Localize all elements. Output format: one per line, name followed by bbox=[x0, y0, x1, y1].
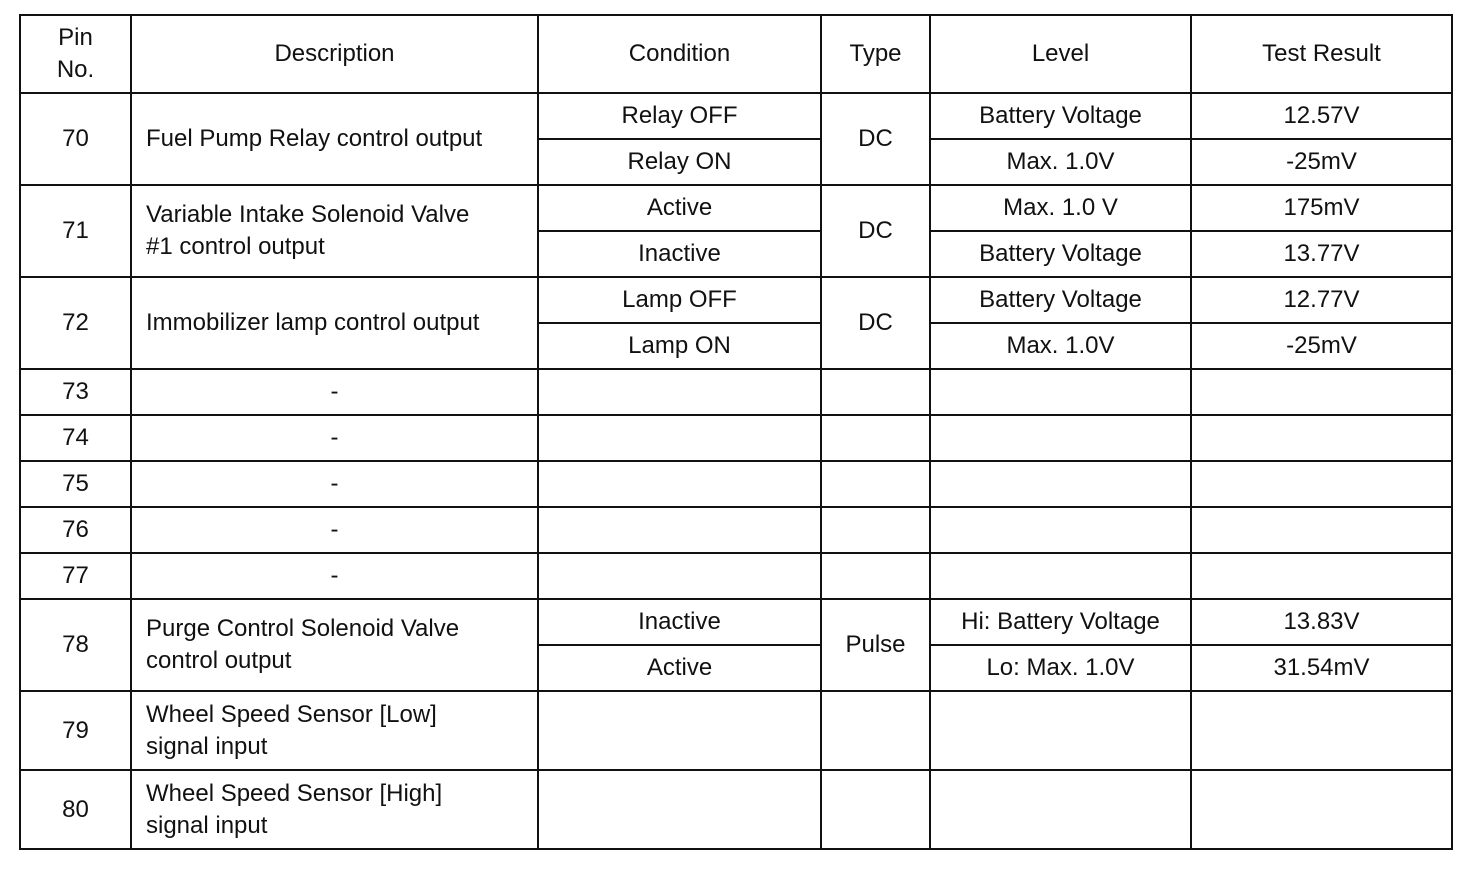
header-test-result: Test Result bbox=[1191, 15, 1452, 93]
header-pin-line2: No. bbox=[56, 56, 95, 83]
description-cell: - bbox=[131, 461, 538, 507]
description-cell bbox=[131, 185, 538, 277]
header-condition: Condition bbox=[538, 15, 821, 93]
result-cell: -25mV bbox=[1191, 323, 1452, 369]
header-level: Level bbox=[930, 15, 1191, 93]
table-row bbox=[20, 507, 1452, 553]
description-cell: Immobilizer lamp control output bbox=[131, 277, 538, 369]
type-cell bbox=[821, 507, 930, 553]
pin-cell: 74 bbox=[20, 415, 131, 461]
description-cell: - bbox=[131, 369, 538, 415]
level-cell: Hi: Battery Voltage bbox=[930, 599, 1191, 645]
condition-cell: Relay OFF bbox=[538, 93, 821, 139]
type-cell bbox=[821, 461, 930, 507]
header-type: Type bbox=[821, 15, 930, 93]
pin-cell: 76 bbox=[20, 507, 131, 553]
table-row bbox=[20, 770, 1452, 849]
condition-cell bbox=[538, 461, 821, 507]
level-cell bbox=[930, 770, 1191, 849]
pin-cell: 70 bbox=[20, 93, 131, 185]
level-cell: Battery Voltage bbox=[930, 231, 1191, 277]
type-cell bbox=[821, 369, 930, 415]
header-pin-no bbox=[20, 15, 131, 93]
condition-cell bbox=[538, 770, 821, 849]
type-cell bbox=[821, 770, 930, 849]
table-row bbox=[20, 93, 1452, 139]
table-row bbox=[20, 185, 1452, 231]
result-cell: 13.83V bbox=[1191, 599, 1452, 645]
level-cell: Max. 1.0 V bbox=[930, 185, 1191, 231]
result-cell bbox=[1191, 369, 1452, 415]
description-line: Purge Control Solenoid Valve bbox=[146, 615, 460, 642]
description-cell: - bbox=[131, 507, 538, 553]
level-cell bbox=[930, 691, 1191, 770]
description-cell: - bbox=[131, 553, 538, 599]
description-line: #1 control output bbox=[146, 233, 325, 260]
pin-cell: 71 bbox=[20, 185, 131, 277]
pin-cell: 80 bbox=[20, 770, 131, 849]
table-row bbox=[20, 461, 1452, 507]
condition-cell bbox=[538, 691, 821, 770]
table-row bbox=[20, 599, 1452, 645]
description-line: Wheel Speed Sensor [Low] bbox=[146, 700, 437, 728]
pin-cell: 73 bbox=[20, 369, 131, 415]
level-cell bbox=[930, 369, 1191, 415]
level-cell bbox=[930, 507, 1191, 553]
result-cell: 12.77V bbox=[1191, 277, 1452, 323]
level-cell bbox=[930, 553, 1191, 599]
description-line: signal input bbox=[146, 811, 268, 839]
pin-cell: 79 bbox=[20, 691, 131, 770]
type-cell: DC bbox=[821, 185, 930, 277]
description-line: control output bbox=[146, 647, 292, 674]
condition-cell: Relay ON bbox=[538, 139, 821, 185]
condition-cell: Inactive bbox=[538, 599, 821, 645]
table-row bbox=[20, 691, 1452, 770]
pin-table bbox=[19, 14, 1453, 850]
condition-cell: Lamp ON bbox=[538, 323, 821, 369]
type-cell bbox=[821, 415, 930, 461]
table-row bbox=[20, 369, 1452, 415]
type-cell: Pulse bbox=[821, 599, 930, 691]
level-cell: Battery Voltage bbox=[930, 93, 1191, 139]
table-row bbox=[20, 277, 1452, 323]
description-line: Wheel Speed Sensor [High] bbox=[146, 779, 443, 807]
pin-cell: 78 bbox=[20, 599, 131, 691]
result-cell: -25mV bbox=[1191, 139, 1452, 185]
type-cell: DC bbox=[821, 277, 930, 369]
condition-cell: Inactive bbox=[538, 231, 821, 277]
result-cell: 175mV bbox=[1191, 185, 1452, 231]
result-cell: 12.57V bbox=[1191, 93, 1452, 139]
result-cell bbox=[1191, 770, 1452, 849]
result-cell bbox=[1191, 691, 1452, 770]
result-cell bbox=[1191, 415, 1452, 461]
type-cell: DC bbox=[821, 93, 930, 185]
condition-cell bbox=[538, 369, 821, 415]
condition-cell bbox=[538, 553, 821, 599]
level-cell bbox=[930, 415, 1191, 461]
header-description: Description bbox=[131, 15, 538, 93]
description-cell bbox=[131, 691, 538, 770]
header-row bbox=[20, 15, 1452, 93]
level-cell: Battery Voltage bbox=[930, 277, 1191, 323]
level-cell: Max. 1.0V bbox=[930, 323, 1191, 369]
pin-cell: 77 bbox=[20, 553, 131, 599]
pin-cell: 72 bbox=[20, 277, 131, 369]
description-cell: - bbox=[131, 415, 538, 461]
condition-cell: Active bbox=[538, 645, 821, 691]
description-cell: Fuel Pump Relay control output bbox=[131, 93, 538, 185]
header-pin-line1: Pin bbox=[58, 24, 93, 51]
type-cell bbox=[821, 553, 930, 599]
condition-cell: Lamp OFF bbox=[538, 277, 821, 323]
condition-cell bbox=[538, 507, 821, 553]
condition-cell: Active bbox=[538, 185, 821, 231]
description-line: Variable Intake Solenoid Valve bbox=[146, 201, 470, 228]
result-cell bbox=[1191, 461, 1452, 507]
result-cell bbox=[1191, 553, 1452, 599]
description-cell bbox=[131, 770, 538, 849]
pin-cell: 75 bbox=[20, 461, 131, 507]
description-line: signal input bbox=[146, 732, 268, 760]
result-cell bbox=[1191, 507, 1452, 553]
table-row bbox=[20, 415, 1452, 461]
result-cell: 31.54mV bbox=[1191, 645, 1452, 691]
level-cell bbox=[930, 461, 1191, 507]
condition-cell bbox=[538, 415, 821, 461]
type-cell bbox=[821, 691, 930, 770]
result-cell: 13.77V bbox=[1191, 231, 1452, 277]
description-cell bbox=[131, 599, 538, 691]
level-cell: Max. 1.0V bbox=[930, 139, 1191, 185]
level-cell: Lo: Max. 1.0V bbox=[930, 645, 1191, 691]
table-row bbox=[20, 553, 1452, 599]
